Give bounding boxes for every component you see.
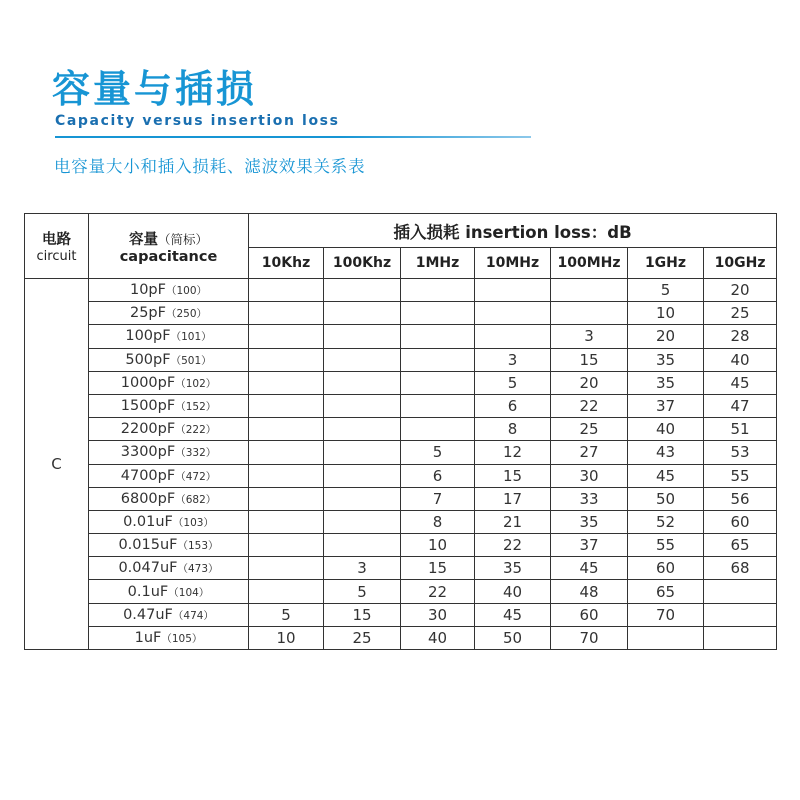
capacitance-value: 0.47uF <box>123 606 173 623</box>
loss-cell <box>324 487 401 510</box>
loss-cell: 45 <box>475 603 551 626</box>
loss-cell <box>551 279 628 302</box>
capacitance-code: （101） <box>170 331 212 344</box>
title-underline <box>55 136 531 138</box>
loss-cell: 21 <box>475 510 551 533</box>
capacitance-value: 6800pF <box>120 490 176 507</box>
frequency-header: 1GHz <box>628 248 704 279</box>
capacitance-code: （332） <box>175 447 217 460</box>
loss-cell: 50 <box>475 626 551 649</box>
loss-cell <box>401 279 475 302</box>
table-row <box>25 464 777 487</box>
circuit-header-en: circuit <box>36 249 77 264</box>
capacitance-cell <box>89 441 249 464</box>
loss-cell: 45 <box>704 371 777 394</box>
loss-cell <box>401 394 475 417</box>
capacitance-cell <box>89 580 249 603</box>
capacitance-code: （473） <box>177 563 219 576</box>
loss-cell <box>551 302 628 325</box>
loss-cell: 35 <box>628 348 704 371</box>
loss-cell: 20 <box>704 279 777 302</box>
capacitance-code: （682） <box>175 493 217 506</box>
loss-cell: 5 <box>475 371 551 394</box>
table-row <box>25 418 777 441</box>
circuit-cell: C <box>25 279 89 650</box>
frequency-header: 10MHz <box>475 248 551 279</box>
loss-cell <box>249 487 324 510</box>
loss-cell <box>628 626 704 649</box>
loss-cell: 60 <box>628 557 704 580</box>
table-row <box>25 580 777 603</box>
table-row <box>25 325 777 348</box>
loss-cell: 7 <box>401 487 475 510</box>
loss-cell: 5 <box>324 580 401 603</box>
loss-cell: 5 <box>249 603 324 626</box>
loss-cell: 15 <box>551 348 628 371</box>
loss-cell: 30 <box>401 603 475 626</box>
loss-cell: 40 <box>704 348 777 371</box>
frequency-header: 100MHz <box>551 248 628 279</box>
capacitance-value: 10pF <box>129 282 166 299</box>
loss-cell <box>249 371 324 394</box>
loss-cell: 45 <box>551 557 628 580</box>
capacitance-value: 0.01uF <box>123 513 173 530</box>
loss-cell: 50 <box>628 487 704 510</box>
loss-cell <box>324 534 401 557</box>
loss-cell <box>324 418 401 441</box>
loss-cell <box>324 348 401 371</box>
loss-cell: 25 <box>324 626 401 649</box>
loss-cell: 25 <box>704 302 777 325</box>
loss-cell <box>249 279 324 302</box>
capacitance-code: （102） <box>175 377 217 390</box>
loss-cell: 55 <box>628 534 704 557</box>
loss-cell <box>324 302 401 325</box>
table-row <box>25 534 777 557</box>
loss-cell <box>324 441 401 464</box>
loss-cell: 65 <box>628 580 704 603</box>
table-row <box>25 394 777 417</box>
loss-cell: 52 <box>628 510 704 533</box>
loss-cell: 43 <box>628 441 704 464</box>
table-row <box>25 487 777 510</box>
loss-cell <box>475 325 551 348</box>
capacitance-code: （501） <box>170 354 212 367</box>
table-row <box>25 626 777 649</box>
capacitance-cell <box>89 464 249 487</box>
loss-cell <box>324 510 401 533</box>
capacitance-cell <box>89 487 249 510</box>
capacity-header <box>89 214 249 279</box>
capacitance-value: 25pF <box>129 305 166 322</box>
loss-cell: 40 <box>628 418 704 441</box>
capacity-header-cn: 容量 <box>128 231 158 248</box>
loss-cell: 40 <box>401 626 475 649</box>
loss-cell <box>249 510 324 533</box>
loss-cell <box>249 534 324 557</box>
capacitance-code: （105） <box>161 632 203 645</box>
frequency-header: 10GHz <box>704 248 777 279</box>
loss-cell: 3 <box>324 557 401 580</box>
loss-cell: 5 <box>401 441 475 464</box>
loss-cell <box>704 603 777 626</box>
loss-cell: 28 <box>704 325 777 348</box>
loss-cell <box>249 557 324 580</box>
capacitance-cell <box>89 626 249 649</box>
loss-cell <box>324 464 401 487</box>
capacitance-cell <box>89 534 249 557</box>
capacitance-code: （222） <box>175 424 217 437</box>
loss-cell: 15 <box>401 557 475 580</box>
page-subtitle: 电容量大小和插入损耗、滤波效果关系表 <box>54 157 366 176</box>
loss-cell: 60 <box>551 603 628 626</box>
loss-cell: 45 <box>628 464 704 487</box>
loss-cell <box>324 394 401 417</box>
loss-cell <box>249 325 324 348</box>
loss-cell: 6 <box>475 394 551 417</box>
capacitance-cell <box>89 557 249 580</box>
loss-cell: 35 <box>551 510 628 533</box>
capacitance-value: 2200pF <box>120 421 176 438</box>
loss-cell: 17 <box>475 487 551 510</box>
loss-cell: 10 <box>249 626 324 649</box>
loss-cell <box>324 279 401 302</box>
capacitance-cell <box>89 348 249 371</box>
loss-cell: 65 <box>704 534 777 557</box>
loss-cell: 25 <box>551 418 628 441</box>
circuit-header <box>25 214 89 279</box>
loss-cell: 15 <box>324 603 401 626</box>
loss-cell: 8 <box>475 418 551 441</box>
loss-cell <box>475 279 551 302</box>
loss-cell <box>704 580 777 603</box>
page-title: 容量与插损 <box>52 67 258 111</box>
capacity-header-en: capacitance <box>119 248 218 265</box>
loss-cell: 51 <box>704 418 777 441</box>
loss-cell: 30 <box>551 464 628 487</box>
loss-cell: 6 <box>401 464 475 487</box>
capacitance-value: 1500pF <box>120 398 176 415</box>
loss-cell: 56 <box>704 487 777 510</box>
loss-cell <box>249 441 324 464</box>
loss-cell: 55 <box>704 464 777 487</box>
capacitance-cell <box>89 603 249 626</box>
frequency-header: 10Khz <box>249 248 324 279</box>
loss-cell <box>249 580 324 603</box>
table-row <box>25 279 777 302</box>
capacitance-value: 3300pF <box>120 444 176 461</box>
table-row <box>25 302 777 325</box>
capacitance-value: 1000pF <box>120 374 176 391</box>
loss-cell: 22 <box>475 534 551 557</box>
loss-cell <box>401 371 475 394</box>
capacitance-code: （472） <box>175 470 217 483</box>
capacitance-value: 1uF <box>134 629 162 646</box>
loss-cell: 5 <box>628 279 704 302</box>
loss-cell: 48 <box>551 580 628 603</box>
loss-cell <box>704 626 777 649</box>
loss-cell <box>324 325 401 348</box>
loss-cell: 10 <box>401 534 475 557</box>
insertion-loss-header: 插入损耗 insertion loss：dB <box>249 214 777 248</box>
loss-cell: 22 <box>551 394 628 417</box>
loss-cell: 22 <box>401 580 475 603</box>
capacitance-value: 0.015uF <box>118 537 178 554</box>
loss-cell: 8 <box>401 510 475 533</box>
loss-cell <box>249 394 324 417</box>
loss-cell: 60 <box>704 510 777 533</box>
table-row <box>25 441 777 464</box>
capacitance-cell <box>89 418 249 441</box>
capacity-header-note: （简标） <box>157 231 208 247</box>
loss-cell <box>401 302 475 325</box>
capacitance-cell <box>89 510 249 533</box>
loss-cell: 35 <box>628 371 704 394</box>
capacitance-code: （250） <box>165 308 208 321</box>
loss-cell: 68 <box>704 557 777 580</box>
capacitance-code: （104） <box>168 586 210 599</box>
loss-cell: 37 <box>628 394 704 417</box>
loss-cell: 70 <box>628 603 704 626</box>
loss-cell <box>401 348 475 371</box>
loss-cell: 15 <box>475 464 551 487</box>
loss-cell: 70 <box>551 626 628 649</box>
capacity-insertion-loss-table <box>24 213 777 650</box>
capacitance-code: （474） <box>172 609 214 622</box>
loss-cell: 33 <box>551 487 628 510</box>
page-title-english: Capacity versus insertion loss <box>55 113 340 129</box>
loss-cell: 20 <box>628 325 704 348</box>
table-row <box>25 348 777 371</box>
table-row <box>25 371 777 394</box>
capacitance-value: 100pF <box>125 328 171 345</box>
frequency-header: 1MHz <box>401 248 475 279</box>
capacitance-code: （100） <box>165 285 208 298</box>
frequency-header: 100Khz <box>324 248 401 279</box>
capacitance-value: 500pF <box>125 351 171 368</box>
table-row <box>25 557 777 580</box>
capacitance-value: 0.1uF <box>127 583 169 600</box>
loss-cell <box>249 302 324 325</box>
table-body <box>25 279 777 650</box>
capacitance-code: （153） <box>177 540 219 553</box>
loss-cell: 3 <box>475 348 551 371</box>
loss-cell: 37 <box>551 534 628 557</box>
loss-cell: 12 <box>475 441 551 464</box>
circuit-header-cn: 电路 <box>42 232 71 248</box>
capacitance-cell <box>89 279 249 302</box>
loss-cell: 35 <box>475 557 551 580</box>
loss-cell: 3 <box>551 325 628 348</box>
capacitance-value: 4700pF <box>120 467 176 484</box>
capacitance-cell <box>89 325 249 348</box>
loss-cell <box>401 418 475 441</box>
loss-cell: 27 <box>551 441 628 464</box>
capacitance-code: （103） <box>172 516 214 529</box>
loss-cell <box>249 464 324 487</box>
capacitance-value: 0.047uF <box>118 560 178 577</box>
loss-cell: 20 <box>551 371 628 394</box>
loss-cell <box>401 325 475 348</box>
loss-cell: 47 <box>704 394 777 417</box>
loss-cell <box>249 348 324 371</box>
loss-cell: 53 <box>704 441 777 464</box>
table-row <box>25 603 777 626</box>
capacitance-cell <box>89 302 249 325</box>
capacitance-code: （152） <box>175 401 217 414</box>
loss-cell <box>324 371 401 394</box>
loss-cell <box>249 418 324 441</box>
loss-cell <box>475 302 551 325</box>
capacitance-cell <box>89 394 249 417</box>
loss-cell: 40 <box>475 580 551 603</box>
loss-cell: 10 <box>628 302 704 325</box>
table-row <box>25 510 777 533</box>
capacitance-cell <box>89 371 249 394</box>
